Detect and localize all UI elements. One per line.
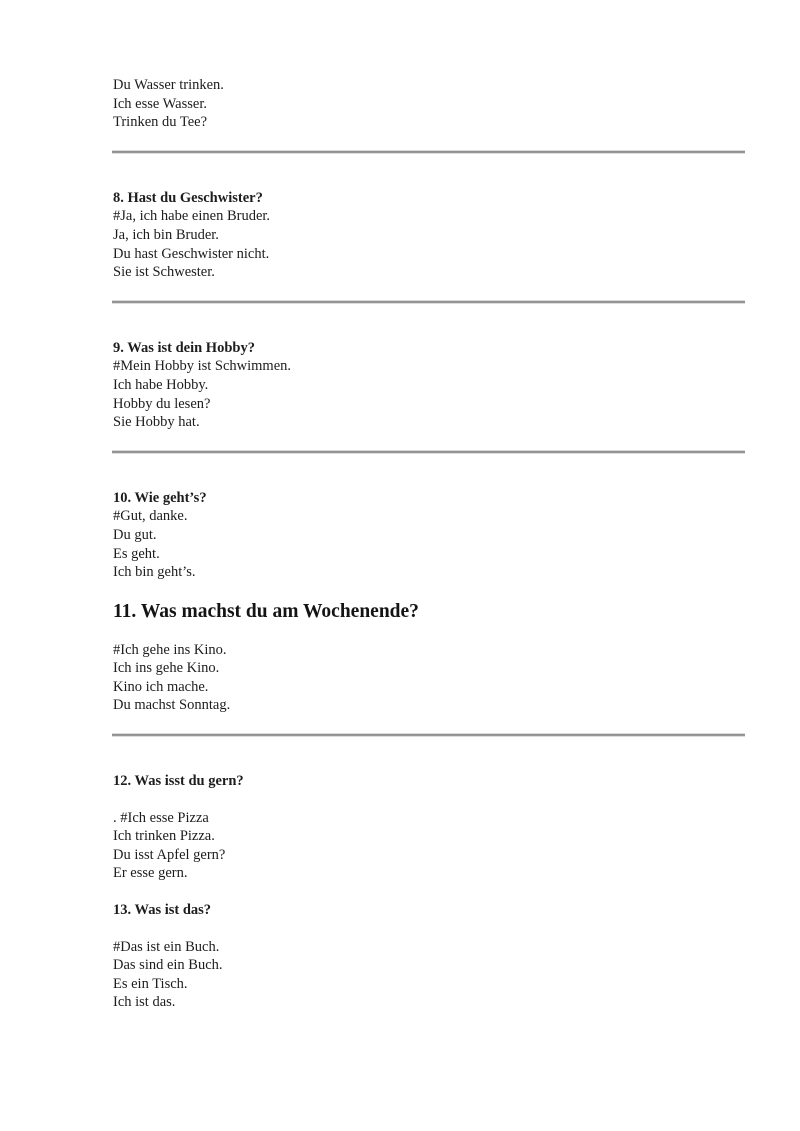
- question-block-9: [113, 339, 745, 432]
- option-line: Trinken du Tee?: [113, 114, 208, 131]
- option-line: #Ja, ich habe einen Bruder.: [113, 208, 271, 225]
- question-heading: 12. Was isst du gern?: [113, 773, 244, 790]
- option-line: Ja, ich bin Bruder.: [113, 226, 219, 243]
- option-line: Sie Hobby hat.: [113, 414, 200, 431]
- section-divider: [112, 733, 745, 737]
- option-line: Es geht.: [113, 545, 160, 562]
- option-line: Du isst Apfel gern?: [113, 846, 226, 863]
- option-line: Du machst Sonntag.: [113, 697, 231, 714]
- option-line: Hobby du lesen?: [113, 395, 211, 412]
- option-line: #Ich gehe ins Kino.: [113, 641, 227, 658]
- question-heading-block-13: [113, 901, 745, 920]
- question-heading-large: 11. Was machst du am Wochenende?: [113, 600, 419, 622]
- option-line: Du hast Geschwister nicht.: [113, 245, 270, 262]
- option-line: Das sind ein Buch.: [113, 957, 223, 974]
- question-heading: 13. Was ist das?: [113, 902, 212, 919]
- section-divider: [112, 300, 745, 304]
- question-heading: 10. Wie geht’s?: [113, 489, 207, 506]
- question-block-12: [113, 809, 745, 883]
- option-line: Ich bin geht’s.: [113, 564, 196, 581]
- option-line: Er esse gern.: [113, 865, 188, 882]
- question-block-11: [113, 641, 745, 715]
- option-line: Kino ich mache.: [113, 678, 209, 695]
- option-line: Ich esse Wasser.: [113, 95, 207, 112]
- question-block-13: [113, 938, 745, 1012]
- question-block-10: [113, 489, 745, 582]
- option-line: #Gut, danke.: [113, 508, 188, 525]
- option-line: #Mein Hobby ist Schwimmen.: [113, 358, 292, 375]
- section-divider: [112, 450, 745, 454]
- option-line: Sie ist Schwester.: [113, 264, 215, 281]
- question-heading-block-12: [113, 772, 745, 791]
- option-line: Ich trinken Pizza.: [113, 828, 215, 845]
- option-line: . #Ich esse Pizza: [113, 809, 209, 826]
- option-line: Ich ist das.: [113, 994, 176, 1011]
- section-divider: [112, 150, 745, 154]
- option-line: Du Wasser trinken.: [113, 77, 224, 93]
- question-block-8: [113, 189, 745, 282]
- quiz-document-page: [113, 0, 745, 1012]
- option-line: Du gut.: [113, 526, 157, 543]
- option-line: #Das ist ein Buch.: [113, 938, 220, 955]
- intro-options-block: [113, 76, 745, 132]
- option-line: Ich ins gehe Kino.: [113, 660, 220, 677]
- option-line: Es ein Tisch.: [113, 975, 188, 992]
- question-heading: 8. Hast du Geschwister?: [113, 189, 263, 206]
- question-heading: 9. Was ist dein Hobby?: [113, 339, 255, 356]
- option-line: Ich habe Hobby.: [113, 376, 209, 393]
